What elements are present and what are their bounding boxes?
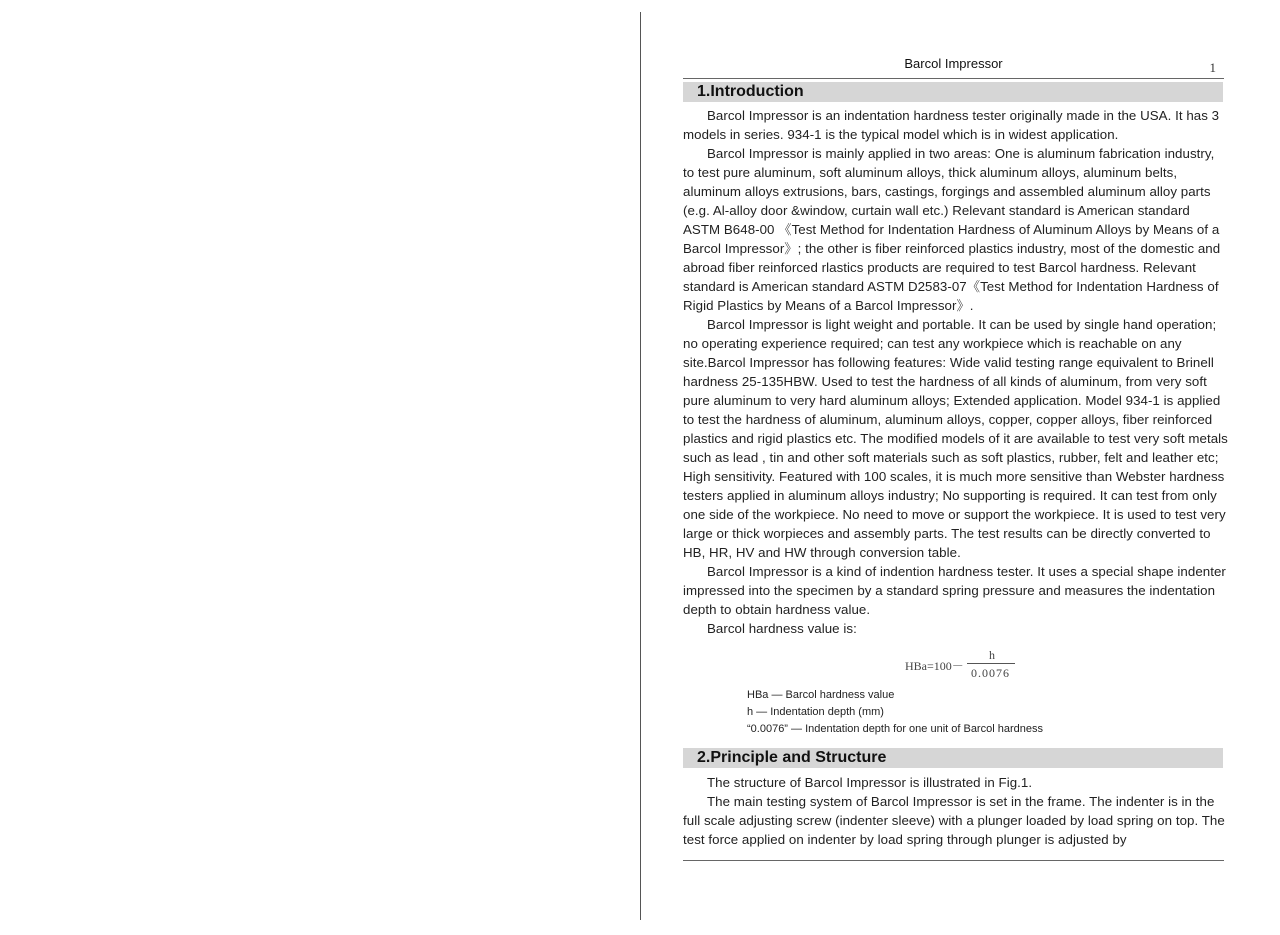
running-title: Barcol Impressor — [904, 56, 1003, 71]
page-number: 1 — [1209, 60, 1216, 75]
formula-numerator: h — [989, 648, 995, 662]
barcol-formula — [905, 648, 1025, 684]
formula-lhs: HBa=100－ — [905, 659, 964, 673]
paragraph: Barcol Impressor is an indentation hardness tester originally made in the USA. It has 3 models in series. 934-1 is the typical model which is in widest application. — [683, 108, 1220, 142]
formula-denominator: 0.0076 — [971, 666, 1010, 680]
formula-fraction-bar — [967, 663, 1015, 664]
paragraph: The structure of Barcol Impressor is illustrated in Fig.1. — [707, 775, 1033, 790]
running-header — [683, 56, 1224, 79]
section-heading-introduction — [683, 82, 1223, 102]
introduction-body — [683, 106, 1228, 638]
document-page — [683, 0, 1228, 935]
legend-item: HBa — Barcol hardness value — [747, 689, 895, 701]
section-heading-text: 1.Introduction — [697, 83, 804, 100]
formula-legend — [747, 687, 1167, 738]
paragraph: Barcol Impressor is mainly applied in two areas: One is aluminum fabrication industry, to test pure aluminum, soft aluminum alloys, thick aluminum alloys, aluminum belts, aluminum alloys extrusions, bars, castings, forgings and assembled aluminum alloy parts (e.g. Al-alloy door &window, curtain wall etc.) Relevant standard is American standard ASTM B648-00 《Test Method for Indentation Hardness of Aluminum Alloys by Means of a Barcol Impressor》; the other is fiber reinforced plastics industry, most of the domestic and abroad fiber reinforced rlastics products are required to test Barcol hardness. Relevant standard is American standard ASTM D2583-07《Test Method for Indentation Hardness of Rigid Plastics by Means of a Barcol Impressor》. — [683, 146, 1221, 313]
section-heading-principle — [683, 748, 1223, 768]
section-heading-text: 2.Principle and Structure — [697, 749, 887, 766]
legend-item: h — Indentation depth (mm) — [747, 706, 884, 718]
paragraph: Barcol Impressor is a kind of indention hardness tester. It uses a special shape indenter impressed into the specimen by a standard spring pressure and measures the indentation depth to obtain hardness value. — [683, 564, 1226, 617]
paragraph: Barcol hardness value is: — [707, 621, 857, 636]
footer-rule — [683, 860, 1224, 861]
page-spine-divider — [640, 12, 641, 920]
paragraph: The main testing system of Barcol Impressor is set in the frame. The indenter is in the full scale adjusting screw (indenter sleeve) with a plunger loaded by load spring on top. The test force applied on indenter by load spring through plunger is adjusted by — [683, 794, 1225, 847]
paragraph: Barcol Impressor is light weight and portable. It can be used by single hand operation; no operating experience required; can test any workpiece which is reachable on any site.Barcol Impressor has following features: Wide valid testing range equivalent to Brinell hardness 25-135HBW. Used to test the hardness of all kinds of aluminum, from very soft pure aluminum to very hard aluminum alloys; Extended application. Model 934-1 is applied to test the hardness of aluminum, aluminum alloys, copper, copper alloys, fiber reinforced plastics and rigid plastics etc. The modified models of it are available to test very soft metals such as lead , tin and other soft materials such as soft plastics, rubber, felt and leather etc; High sensitivity. Featured with 100 scales, it is much more sensitive than Webster hardness testers applied in aluminum alloys industry; No supporting is required. It can test from only one side of the workpiece. No need to move or support the workpiece. It is used to test very large or thick worpieces and assembly parts. The test results can be directly converted to HB, HR, HV and HW through conversion table. — [683, 317, 1228, 560]
legend-item: “0.0076” — Indentation depth for one unit of Barcol hardness — [747, 723, 1043, 735]
principle-body — [683, 773, 1228, 849]
